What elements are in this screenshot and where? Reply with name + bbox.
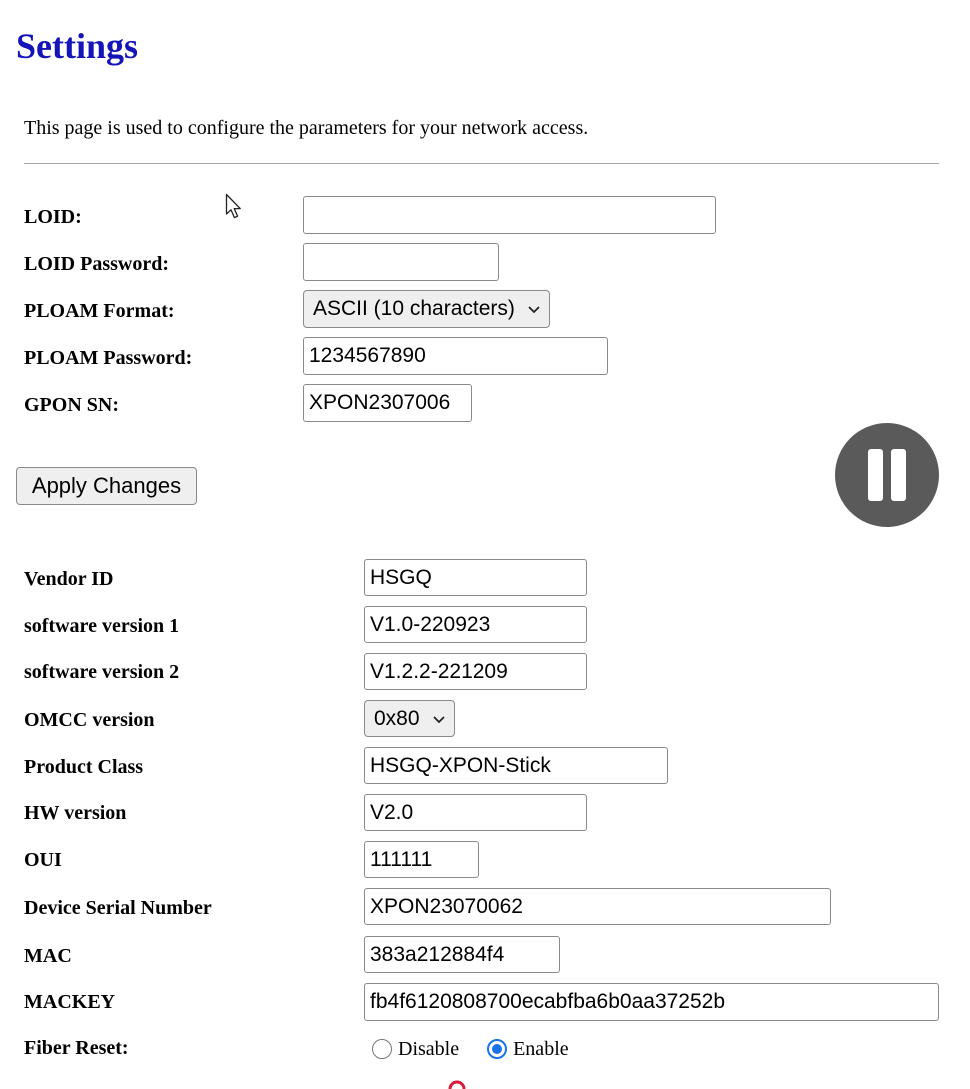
oui-input[interactable]	[364, 841, 479, 878]
mackey-input[interactable]	[364, 983, 939, 1021]
omcc-version-value: 0x80	[374, 706, 420, 730]
mouse-pointer-icon	[225, 193, 245, 221]
vendor-id-input[interactable]	[364, 559, 587, 596]
loid-password-label: LOID Password:	[24, 253, 170, 275]
fiber-reset-radio-group	[372, 1036, 569, 1062]
page-description: This page is used to configure the parameters for your network access.	[24, 117, 589, 139]
pause-bar-right	[891, 449, 906, 501]
software-version-2-label: software version 2	[24, 661, 180, 683]
hw-version-input[interactable]	[364, 794, 587, 831]
gpon-sn-input[interactable]	[303, 384, 472, 422]
hw-version-label: HW version	[24, 802, 127, 824]
software-version-2-input[interactable]	[364, 653, 587, 690]
fiber-reset-enable-label[interactable]: Enable	[513, 1038, 569, 1060]
device-serial-number-input[interactable]	[364, 888, 831, 925]
gpon-sn-label: GPON SN:	[24, 394, 119, 416]
chevron-down-icon	[432, 714, 446, 724]
oui-label: OUI	[24, 849, 62, 871]
fiber-reset-disable-radio[interactable]	[372, 1039, 392, 1059]
omcc-version-select[interactable]	[364, 700, 455, 737]
vendor-id-label: Vendor ID	[24, 568, 114, 590]
ploam-password-input[interactable]	[303, 337, 608, 375]
fiber-reset-disable-label[interactable]: Disable	[398, 1038, 460, 1060]
mac-input[interactable]	[364, 936, 560, 973]
loading-spinner-icon	[447, 1079, 467, 1089]
loid-password-input[interactable]	[303, 243, 499, 281]
fiber-reset-label: Fiber Reset:	[24, 1037, 129, 1059]
software-version-1-input[interactable]	[364, 606, 587, 643]
product-class-label: Product Class	[24, 756, 144, 778]
loid-input[interactable]	[303, 196, 716, 234]
product-class-input[interactable]	[364, 747, 668, 784]
pause-bar-left	[868, 449, 883, 501]
mac-label: MAC	[24, 945, 72, 967]
chevron-down-icon	[527, 304, 541, 314]
page-title: Settings	[16, 26, 139, 66]
ploam-password-label: PLOAM Password:	[24, 347, 193, 369]
ploam-format-label: PLOAM Format:	[24, 300, 175, 322]
mackey-label: MACKEY	[24, 991, 116, 1013]
divider	[24, 163, 939, 164]
device-serial-number-label: Device Serial Number	[24, 897, 212, 919]
fiber-reset-enable-radio[interactable]	[487, 1039, 507, 1059]
pause-icon[interactable]	[835, 423, 939, 527]
omcc-version-label: OMCC version	[24, 709, 155, 731]
loid-label: LOID:	[24, 206, 82, 228]
apply-changes-button[interactable]	[16, 467, 197, 505]
apply-changes-label: Apply Changes	[31, 473, 182, 498]
software-version-1-label: software version 1	[24, 615, 180, 637]
ploam-format-value: ASCII (10 characters)	[313, 297, 515, 320]
ploam-format-select[interactable]	[303, 290, 550, 328]
